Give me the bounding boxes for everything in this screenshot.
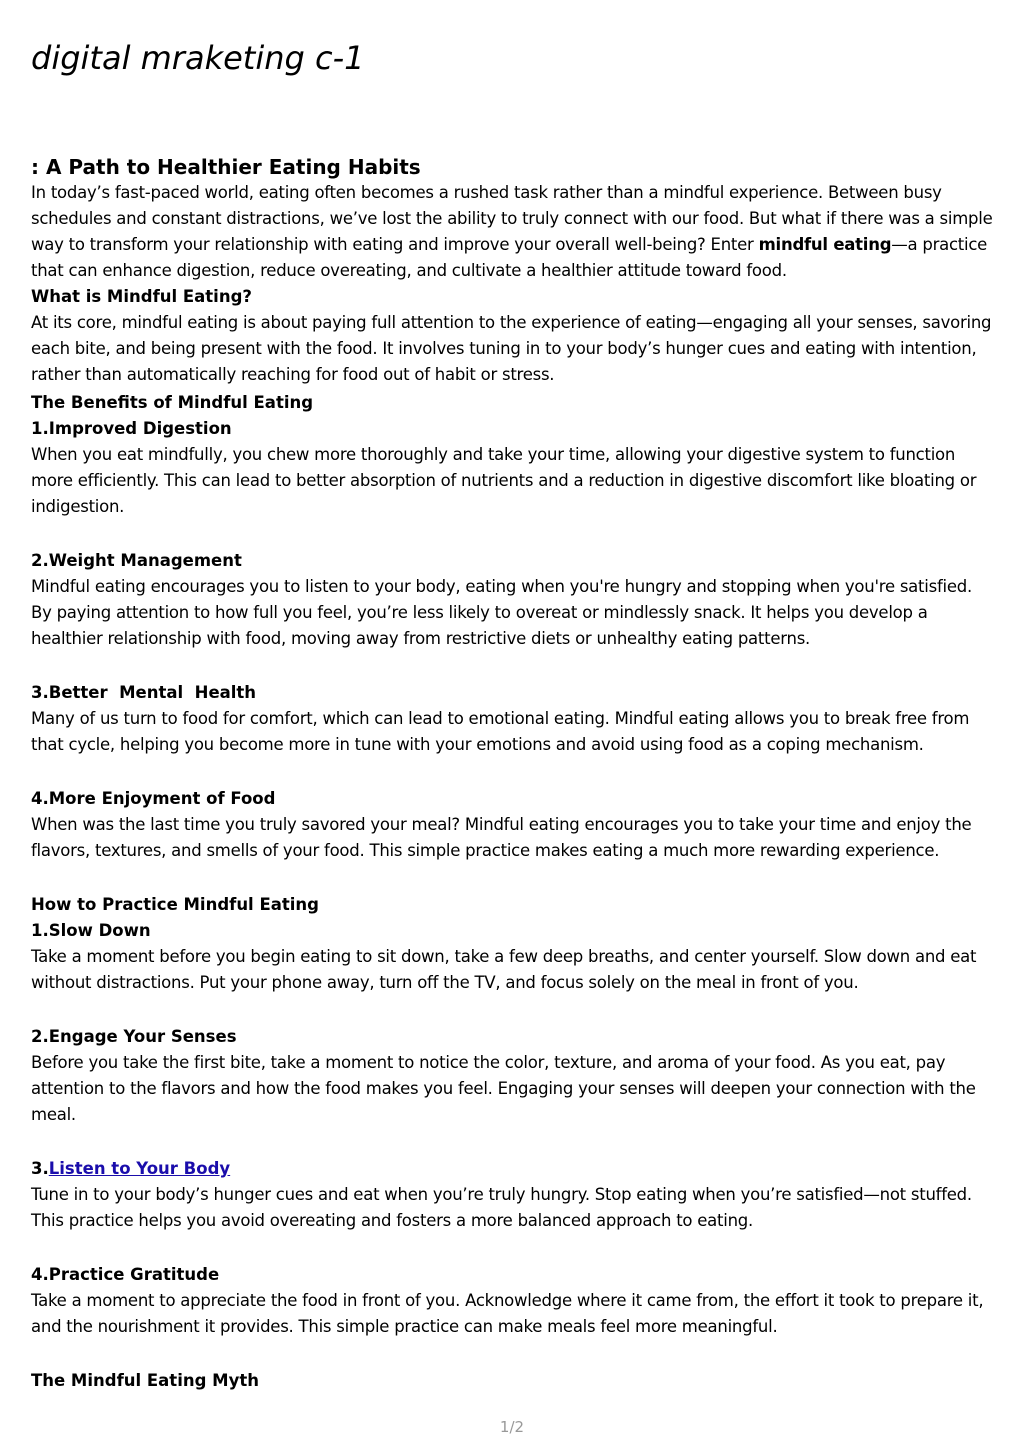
benefit-item-1 — [31, 416, 993, 520]
benefit-number: 4. — [31, 789, 49, 808]
benefit-number: 1. — [31, 419, 49, 438]
practice-heading: How to Practice Mindful Eating — [31, 895, 319, 914]
benefit-text: Mindful eating encourages you to listen to your body, eating when you're hungry and stopping when you're satisfied. By paying attention to how full you feel, you’re less likely to overeat or mindlessly snack. It helps you develop a healthier relationship with food, moving away from restrictive diets or unhealthy eating patterns. — [31, 577, 972, 648]
intro-text-after: —a practice that can enhance digestion, reduce overeating, and cultivate a healthier attitude toward food. — [31, 235, 988, 280]
intro-bold-term: mindful eating — [758, 235, 892, 254]
benefit-title: Improved Digestion — [48, 419, 232, 438]
intro-text-before: In today’s fast-paced world, eating often becomes a rushed task rather than a mindful experience. Between busy schedules and constant distractions, we’ve lost the ability to truly connect with our food. But what if there was a simple way to transform your relationship with eating and improve your overall well-being? Enter — [31, 183, 993, 254]
document-title: digital mraketing c-1 — [31, 39, 365, 77]
practice-title: Engage Your Senses — [48, 1027, 237, 1046]
benefits-heading: The Benefits of Mindful Eating — [31, 393, 314, 412]
page-number: 1/2 — [499, 1418, 525, 1436]
benefit-text: When you eat mindfully, you chew more thoroughly and take your time, allowing your digestive system to function more efficiently. This can lead to better absorption of nutrients and a reduction in digestive discomfort like bloating or indigestion. — [31, 445, 977, 516]
practice-number: 2. — [31, 1027, 49, 1046]
practice-number: 3. — [31, 1159, 49, 1178]
benefit-text: When was the last time you truly savored your meal? Mindful eating encourages you to take your time and enjoy the flavors, textures, and smells of your food. This simple practice makes eating a much more rewarding experience. — [31, 815, 972, 860]
practice-item-3 — [31, 1156, 993, 1234]
what-heading: What is Mindful Eating? — [31, 287, 252, 306]
article-heading: : A Path to Healthier Eating Habits — [31, 155, 421, 179]
practice-number: 1. — [31, 921, 49, 940]
intro-paragraph — [31, 180, 993, 284]
practice-title: Slow Down — [48, 921, 151, 940]
benefit-item-2 — [31, 548, 993, 652]
what-paragraph: At its core, mindful eating is about paying full attention to the experience of eating—engaging all your senses, savoring each bite, and being present with the food. It involves tuning in to your body’s hunger cues and eating with intention, rather than automatically reaching for food out of habit or stress. — [31, 313, 992, 384]
article-body — [31, 154, 993, 1394]
practice-title: Practice Gratitude — [48, 1265, 220, 1284]
myth-heading: The Mindful Eating Myth — [31, 1371, 259, 1390]
benefit-title: Weight Management — [48, 551, 242, 570]
benefit-text: Many of us turn to food for comfort, which can lead to emotional eating. Mindful eating allows you to break free from that cycle, helping you become more in tune with your emotions and avoid using food as a coping mechanism. — [31, 709, 970, 754]
practice-text: Take a moment to appreciate the food in front of you. Acknowledge where it came from, the effort it took to prepare it, and the nourishment it provides. This simple practice can make meals feel more meaningful. — [31, 1291, 984, 1336]
listen-to-body-link[interactable]: Listen to Your Body — [48, 1159, 231, 1178]
practice-item-2 — [31, 1024, 993, 1128]
practice-text: Before you take the first bite, take a moment to notice the color, texture, and aroma of your food. As you eat, pay attention to the flavors and how the food makes you feel. Engaging your senses will deepen your connection with the meal. — [31, 1053, 976, 1124]
benefit-title: Better Mental Health — [48, 683, 257, 702]
practice-text: Tune in to your body’s hunger cues and eat when you’re truly hungry. Stop eating when you’re satisfied—not stuffed. This practice helps you avoid overeating and fosters a more balanced approach to eating. — [31, 1185, 972, 1230]
benefit-title: More Enjoyment of Food — [48, 789, 276, 808]
practice-number: 4. — [31, 1265, 49, 1284]
benefit-number: 2. — [31, 551, 49, 570]
benefit-item-3 — [31, 680, 993, 758]
benefit-item-4 — [31, 786, 993, 864]
benefit-number: 3. — [31, 683, 49, 702]
practice-item-4 — [31, 1262, 993, 1340]
practice-item-1 — [31, 918, 993, 996]
practice-text: Take a moment before you begin eating to sit down, take a few deep breaths, and center yourself. Slow down and eat without distractions. Put your phone away, turn off the TV, and focus solely on the meal in front of you. — [31, 947, 977, 992]
